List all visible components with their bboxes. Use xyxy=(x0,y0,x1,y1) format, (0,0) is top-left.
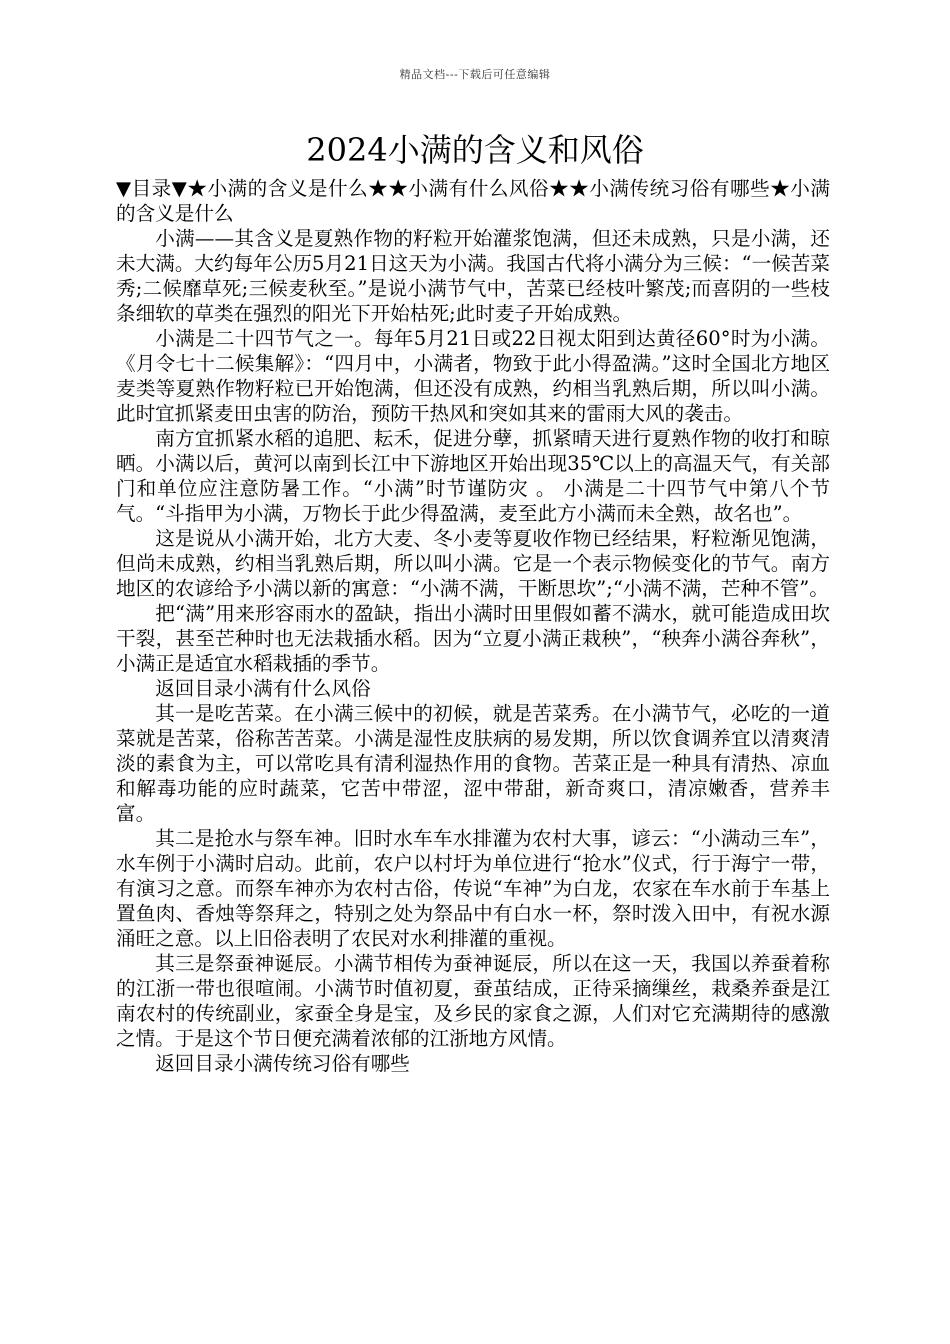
return-to-toc-link: 返回目录小满有什么风俗 xyxy=(155,677,371,700)
paragraph: 其三是祭蚕神诞辰。小满节相传为蚕神诞辰，所以在这一天，我国以养蚕着称的江浙一带也很喧闹。小满节时值初夏，蚕茧结成，正待采摘缫丝，栽桑养蚕是江南农村的传统副业，家蚕全身是宝，及乡民的家食之源，人们对它充满期待的感激之情。于是这个节日便充满着浓郁的江浙地方风情。 xyxy=(116,952,830,1050)
paragraph: 把“满”用来形容雨水的盈缺，指出小满时田里假如蓄不满水，就可能造成田坎干裂，甚至芒种时也无法栽插水稻。因为“立夏小满正栽秧”，“秧奔小满谷奔秋”，小满正是适宜水稻栽插的季节。 xyxy=(116,602,830,675)
paragraph: 小满——其含义是夏熟作物的籽粒开始灌浆饱满，但还未成熟，只是小满，还未大满。大约每年公历5月21日这天为小满。我国古代将小满分为三候：“一候苦菜秀;二候靡草死;三候麦秋至。”是说小满节气中，苦菜已经枝叶繁茂;而喜阴的一些枝条细软的草类在强烈的阳光下开始枯死;此时麦子开始成熟。 xyxy=(116,227,830,325)
toc-line: ▼目录▼★小满的含义是什么★★小满有什么风俗★★小满传统习俗有哪些★小满的含义是什么 xyxy=(116,177,830,225)
paragraph: 南方宜抓紧水稻的追肥、耘禾，促进分孽，抓紧晴天进行夏熟作物的收打和晾晒。小满以后，黄河以南到长江中下游地区开始出现35℃以上的高温天气，有关部门和单位应注意防暑工作。“小满”时节谨防灾 。 小满是二十四节气中第八个节气。“斗指甲为小满，万物长于此少得盈满，麦至此方小满而未全熟，故名也”。 xyxy=(116,427,830,525)
paragraph: 其一是吃苦菜。在小满三候中的初候，就是苦菜秀。在小满节气，必吃的一道菜就是苦菜，俗称苦苦菜。小满是湿性皮肤病的易发期，所以饮食调养宜以清爽清淡的素食为主，可以常吃具有清利湿热作用的食物。苦菜正是一种具有清热、凉血和解毒功能的应时蔬菜，它苦中带涩，涩中带甜，新奇爽口，清凉嫩香，营养丰富。 xyxy=(116,702,830,825)
document-body xyxy=(116,176,830,1076)
header-note: 精品文档---下载后可任意编辑 xyxy=(399,68,551,81)
document-title: 2024小满的含义和风俗 xyxy=(306,131,644,169)
return-to-toc-link: 返回目录小满传统习俗有哪些 xyxy=(155,1052,410,1075)
paragraph: 小满是二十四节气之一。每年5月21日或22日视太阳到达黄径60°时为小满。《月令七十二候集解》：“四月中，小满者，物致于此小得盈满。”这时全国北方地区麦类等夏熟作物籽粒已开始饱满，但还没有成熟，约相当乳熟后期，所以叫小满。此时宜抓紧麦田虫害的防治，预防干热风和突如其来的雷雨大风的袭击。 xyxy=(116,327,830,425)
paragraph: 这是说从小满开始，北方大麦、冬小麦等夏收作物已经结果，籽粒渐见饱满，但尚未成熟，约相当乳熟后期，所以叫小满。它是一个表示物候变化的节气。南方地区的农谚给予小满以新的寓意：“小满不满，干断思坎”;“小满不满，芒种不管”。 xyxy=(116,527,830,600)
paragraph: 其二是抢水与祭车神。旧时水车车水排灌为农村大事，谚云：“小满动三车”，水车例于小满时启动。此前，农户以村圩为单位进行“抢水”仪式，行于海宁一带，有演习之意。而祭车神亦为农村古俗，传说“车神”为白龙，农家在车水前于车基上置鱼肉、香烛等祭拜之，特别之处为祭品中有白水一杯，祭时泼入田中，有祝水源涌旺之意。以上旧俗表明了农民对水利排灌的重视。 xyxy=(116,827,830,950)
